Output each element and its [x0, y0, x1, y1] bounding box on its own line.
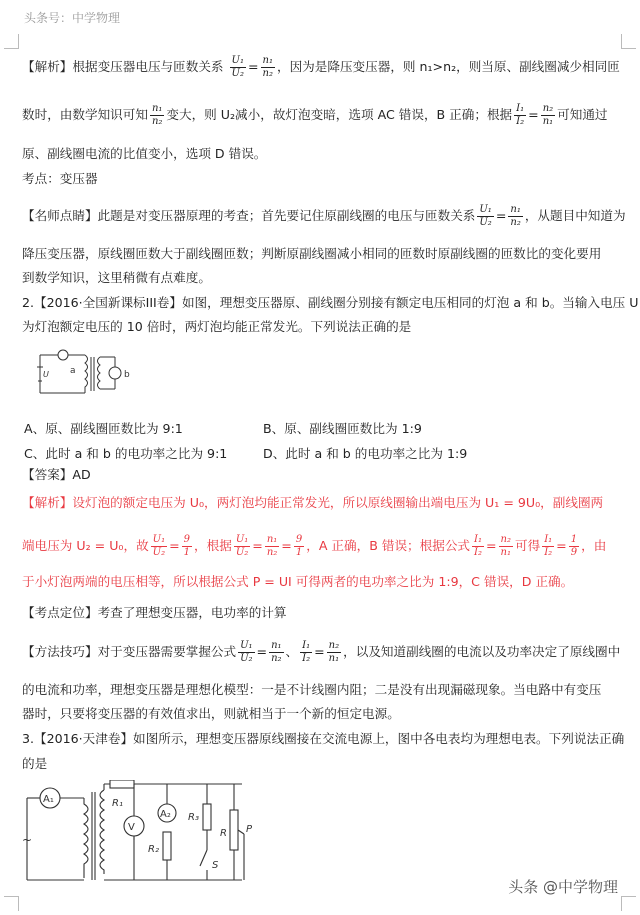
text: ，因为是降压变压器，则 n₁>n₂，则当原、副线圈减少相同匝: [276, 59, 620, 74]
voltage-label: U: [43, 370, 49, 379]
text: 端电压为 U₂ = U₀，故: [22, 538, 149, 553]
question-3-line-2: 的是: [22, 756, 48, 771]
corner-mark: [621, 896, 636, 911]
text: ，A 正确，B 错误；根据公式: [306, 538, 471, 553]
slider-p-label: P: [246, 824, 253, 835]
option-a: A、原、副线圈匝数比为 9:1: [24, 421, 183, 436]
text: ，根据: [194, 538, 232, 553]
solution-line-1: 【解析】设灯泡的额定电压为 U₀，两灯泡均能正常发光，所以原线圈输出端电压为 U₁ = 9U₀，副线圈两: [22, 495, 604, 510]
r-label: R: [220, 828, 227, 839]
tip-line-3: 到数学知识，这里稍微有点难度。: [22, 270, 211, 285]
fraction: $\frac{1}{9}$: [570, 534, 578, 558]
fraction: $\frac{\text{U₁}}{\text{U₂}}$: [152, 534, 166, 558]
r2-label: R₂: [148, 844, 159, 855]
topic-line: 考点：变压器: [22, 171, 98, 186]
analysis-line-2: 数时，由数学知识可知 $\frac{\text{n₁}}{\text{n₂}}$ 变大，则 U₂减小，故灯泡变暗，选项 AC 错误，B 正确；根据 $\frac{\text{I₁}}{\text{I₂}}$ = $\frac{\text{n₂}}{\text{n₁}}$ 可知通过: [22, 103, 608, 127]
method-line-3: 器时，只要将变压器的有效值求出，则就相当于一个新的恒定电源。: [22, 706, 400, 721]
question-3-line-1: 3.【2016·天津卷】如图所示，理想变压器原线圈接在交流电源上，图中各电表均为理想电表。下列说法正确: [22, 731, 625, 746]
method-line-2: 的电流和功率，理想变压器是理想化模型：一是不计线圈内阻；二是没有出现漏磁现象。当电路中有变压: [22, 682, 602, 697]
option-b: B、原、副线圈匝数比为 1:9: [263, 421, 422, 436]
ac-source-label: ~: [22, 833, 33, 847]
fraction: $\frac{\text{n₁}}{\text{n₂}}$: [266, 534, 278, 558]
r1-label: R₁: [112, 798, 123, 809]
fraction: $\frac{\text{I₁}}{\text{I₂}}$: [516, 103, 525, 127]
text: ，从题目中知道为: [524, 208, 626, 223]
key-point-line: 【考点定位】考查了理想变压器，电功率的计算: [22, 605, 287, 620]
text: 变大，则 U₂减小，故灯泡变暗，选项 AC 错误，B 正确；根据: [166, 107, 513, 122]
lamp-b-label: b: [124, 370, 130, 380]
analysis-line-3: 原、副线圈电流的比值变小，选项 D 错误。: [22, 146, 267, 161]
tip-line-1: 【名师点睛】此题是对变压器原理的考查；首先要记住原副线圈的电压与匝数关系 $\frac{\text{U₁}}{\text{U₂}}$ = $\frac{\text{n₁}}{\text{n₂}}$ ，从题目中知道为: [22, 204, 626, 228]
tianjin-circuit-diagram: [22, 780, 262, 890]
option-d: D、此时 a 和 b 的电功率之比为 1:9: [263, 446, 468, 461]
question-2-line-2: 为灯泡额定电压的 10 倍时，两灯泡均能正常发光。下列说法正确的是: [22, 319, 412, 334]
fraction: $\frac{\text{n₁}}{\text{n₂}}$: [510, 204, 521, 228]
text: ，由: [581, 538, 607, 553]
question-2-line-1: 2.【2016·全国新课标III卷】如图，理想变压器原、副线圈分别接有额定电压相同的灯泡 a 和 b。当输入电压 U: [22, 295, 639, 310]
ammeter-a1-label: A₁: [43, 794, 54, 805]
method-line-1: 【方法技巧】对于变压器需要掌握公式 $\frac{\text{U₁}}{\text{U₂}}$ = $\frac{\text{n₁}}{\text{n₂}}$ 、 $\frac{\text{I₁}}{\text{I₂}}$ = $\frac{\text{n₂}}{\text{n₁}}$ ，以及知道副线圈的电流以及功率决定了原线圈中: [22, 640, 621, 664]
text: 数时，由数学知识可知: [22, 107, 148, 122]
switch-s-label: S: [212, 860, 219, 871]
r3-label: R₃: [188, 812, 199, 823]
corner-mark: [4, 34, 19, 49]
corner-mark: [621, 34, 636, 49]
watermark: 头条 @中学物理: [508, 878, 618, 896]
fraction: $\frac{9}{1}$: [183, 534, 191, 558]
fraction: $\frac{\text{I₁}}{\text{I₂}}$: [544, 534, 553, 558]
text: 【方法技巧】对于变压器需要掌握公式: [22, 644, 237, 659]
fraction: $\frac{\text{I₁}}{\text{I₂}}$: [474, 534, 482, 558]
fraction: $\frac{\text{U₁}}{\text{U₂}}$: [231, 55, 244, 79]
fraction: $\frac{9}{1}$: [295, 534, 303, 558]
ammeter-a2-label: A₂: [160, 809, 171, 820]
solution-line-3: 于小灯泡两端的电压相等，所以根据公式 P = UI 可得两者的电功率之比为 1:9，C 错误，D 正确。: [22, 574, 574, 589]
text: 、: [285, 644, 299, 659]
voltmeter-label: V: [128, 822, 135, 833]
text: 【名师点睛】此题是对变压器原理的考查；首先要记住原副线圈的电压与匝数关系: [22, 208, 476, 223]
fraction: $\frac{\text{n₂}}{\text{n₁}}$: [328, 640, 340, 664]
fraction: $\frac{\text{U₁}}{\text{U₂}}$: [235, 534, 249, 558]
tip-line-2: 降压变压器，原线圈匝数大于副线圈匝数；判断原副线圈减小相同的匝数时原副线圈的匝数比的变化要用: [22, 246, 602, 261]
text: ，以及知道副线圈的电流以及功率决定了原线圈中: [343, 644, 621, 659]
text: 可知通过: [557, 107, 608, 122]
lamp-a-label: a: [70, 366, 76, 376]
transformer-circuit-diagram: [30, 345, 140, 403]
fraction: $\frac{\text{n₁}}{\text{n₂}}$: [151, 103, 163, 127]
analysis-line-1: 【解析】根据变压器电压与匝数关系 $\frac{\text{U₁}}{\text{U₂}}$ = $\frac{\text{n₁}}{\text{n₂}}$ ，因为是降压变压器，则 n₁>n₂，则当原、副线圈减少相同匝: [22, 55, 620, 79]
text: 【解析】根据变压器电压与匝数关系: [22, 59, 224, 74]
fraction: $\frac{\text{n₂}}{\text{n₁}}$: [500, 534, 511, 558]
option-c: C、此时 a 和 b 的电功率之比为 9:1: [24, 446, 228, 461]
fraction: $\frac{\text{n₁}}{\text{n₂}}$: [271, 640, 282, 664]
fraction: $\frac{\text{U₁}}{\text{U₂}}$: [479, 204, 492, 228]
page-header: 头条号：中学物理: [24, 11, 121, 25]
fraction: $\frac{\text{n₁}}{\text{n₂}}$: [262, 55, 273, 79]
fraction: $\frac{\text{I₁}}{\text{I₂}}$: [302, 640, 311, 664]
text: 可得: [515, 538, 541, 553]
fraction: $\frac{\text{n₂}}{\text{n₁}}$: [542, 103, 554, 127]
solution-line-2: 端电压为 U₂ = U₀，故 $\frac{\text{U₁}}{\text{U₂}}$ = $\frac{9}{1}$ ，根据 $\frac{\text{U₁}}{\text{U₂}}$ = $\frac{\text{n₁}}{\text{n₂}}$ = $\frac{9}{1}$ ，A 正确，B 错误；根据公式 $\frac{\text{I₁}}{\text{I₂}}$ = $\frac{\text{n₂}}{\text{n₁}}$ 可得 $\frac{\text{I₁}}{\text{I₂}}$ = $\frac{1}{9}$ ，由: [22, 534, 607, 558]
answer-line: 【答案】AD: [22, 467, 91, 482]
fraction: $\frac{\text{U₁}}{\text{U₂}}$: [240, 640, 253, 664]
corner-mark: [4, 896, 19, 911]
